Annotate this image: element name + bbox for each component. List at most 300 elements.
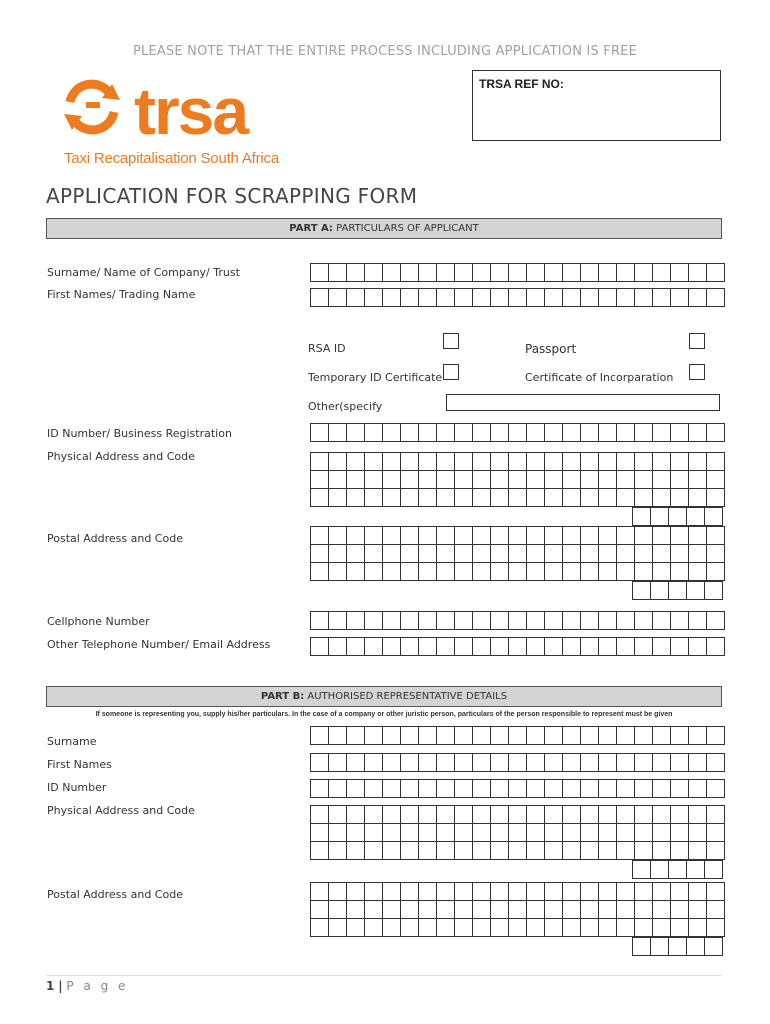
address-char-box[interactable] bbox=[599, 545, 617, 563]
address-char-box[interactable] bbox=[671, 471, 689, 489]
char-box[interactable] bbox=[311, 289, 329, 307]
postal-code-box[interactable] bbox=[651, 508, 669, 526]
address-char-box[interactable] bbox=[437, 883, 455, 901]
char-box[interactable] bbox=[671, 780, 689, 798]
char-box[interactable] bbox=[365, 289, 383, 307]
address-char-box[interactable] bbox=[581, 471, 599, 489]
address-char-box[interactable] bbox=[491, 545, 509, 563]
address-char-box[interactable] bbox=[563, 901, 581, 919]
address-char-box[interactable] bbox=[653, 919, 671, 937]
address-char-box[interactable] bbox=[473, 842, 491, 860]
address-char-box[interactable] bbox=[617, 545, 635, 563]
address-char-box[interactable] bbox=[347, 527, 365, 545]
char-box[interactable] bbox=[329, 264, 347, 282]
rep-postal-address-boxes[interactable] bbox=[310, 882, 725, 956]
char-box[interactable] bbox=[689, 612, 707, 630]
char-box[interactable] bbox=[311, 754, 329, 772]
address-char-box[interactable] bbox=[653, 901, 671, 919]
char-box[interactable] bbox=[311, 638, 329, 656]
address-char-box[interactable] bbox=[545, 489, 563, 507]
char-box[interactable] bbox=[401, 424, 419, 442]
char-box[interactable] bbox=[707, 754, 725, 772]
address-char-box[interactable] bbox=[329, 806, 347, 824]
char-box[interactable] bbox=[329, 754, 347, 772]
address-char-box[interactable] bbox=[671, 919, 689, 937]
address-char-box[interactable] bbox=[635, 545, 653, 563]
address-char-box[interactable] bbox=[491, 919, 509, 937]
char-box[interactable] bbox=[707, 424, 725, 442]
address-char-box[interactable] bbox=[383, 545, 401, 563]
char-box[interactable] bbox=[347, 638, 365, 656]
address-char-box[interactable] bbox=[599, 563, 617, 581]
char-box[interactable] bbox=[365, 754, 383, 772]
char-box[interactable] bbox=[635, 264, 653, 282]
address-char-box[interactable] bbox=[455, 489, 473, 507]
address-char-box[interactable] bbox=[401, 527, 419, 545]
char-box[interactable] bbox=[617, 638, 635, 656]
char-box[interactable] bbox=[401, 612, 419, 630]
postal-code-box[interactable] bbox=[705, 861, 723, 879]
address-char-box[interactable] bbox=[419, 806, 437, 824]
address-char-box[interactable] bbox=[329, 824, 347, 842]
char-box[interactable] bbox=[527, 264, 545, 282]
address-char-box[interactable] bbox=[437, 842, 455, 860]
address-char-box[interactable] bbox=[491, 824, 509, 842]
char-box[interactable] bbox=[581, 612, 599, 630]
address-char-box[interactable] bbox=[581, 806, 599, 824]
address-char-box[interactable] bbox=[527, 489, 545, 507]
address-char-box[interactable] bbox=[419, 901, 437, 919]
char-box[interactable] bbox=[365, 727, 383, 745]
address-char-box[interactable] bbox=[437, 563, 455, 581]
address-char-box[interactable] bbox=[527, 527, 545, 545]
address-char-box[interactable] bbox=[311, 901, 329, 919]
address-char-box[interactable] bbox=[509, 527, 527, 545]
char-box[interactable] bbox=[563, 754, 581, 772]
address-char-box[interactable] bbox=[545, 471, 563, 489]
char-box[interactable] bbox=[509, 612, 527, 630]
address-char-box[interactable] bbox=[329, 883, 347, 901]
char-box[interactable] bbox=[617, 289, 635, 307]
char-box[interactable] bbox=[563, 780, 581, 798]
address-char-box[interactable] bbox=[671, 901, 689, 919]
address-char-box[interactable] bbox=[527, 563, 545, 581]
char-box[interactable] bbox=[653, 612, 671, 630]
address-char-box[interactable] bbox=[635, 842, 653, 860]
address-char-box[interactable] bbox=[491, 453, 509, 471]
address-char-box[interactable] bbox=[365, 824, 383, 842]
address-char-box[interactable] bbox=[491, 901, 509, 919]
char-box[interactable] bbox=[383, 289, 401, 307]
char-box[interactable] bbox=[653, 638, 671, 656]
address-char-box[interactable] bbox=[635, 453, 653, 471]
address-char-box[interactable] bbox=[509, 824, 527, 842]
address-char-box[interactable] bbox=[671, 545, 689, 563]
address-char-box[interactable] bbox=[383, 883, 401, 901]
address-char-box[interactable] bbox=[365, 919, 383, 937]
char-box[interactable] bbox=[635, 638, 653, 656]
address-char-box[interactable] bbox=[671, 453, 689, 471]
char-box[interactable] bbox=[383, 780, 401, 798]
char-box[interactable] bbox=[689, 638, 707, 656]
address-char-box[interactable] bbox=[347, 919, 365, 937]
char-box[interactable] bbox=[527, 424, 545, 442]
address-char-box[interactable] bbox=[581, 527, 599, 545]
char-box[interactable] bbox=[329, 727, 347, 745]
address-char-box[interactable] bbox=[365, 563, 383, 581]
address-char-box[interactable] bbox=[509, 453, 527, 471]
postal-code-box[interactable] bbox=[687, 508, 705, 526]
address-char-box[interactable] bbox=[707, 919, 725, 937]
char-box[interactable] bbox=[347, 612, 365, 630]
char-box[interactable] bbox=[617, 754, 635, 772]
address-char-box[interactable] bbox=[383, 453, 401, 471]
char-box[interactable] bbox=[545, 754, 563, 772]
postal-code-box[interactable] bbox=[651, 582, 669, 600]
address-char-box[interactable] bbox=[455, 842, 473, 860]
address-char-box[interactable] bbox=[707, 527, 725, 545]
char-box[interactable] bbox=[545, 264, 563, 282]
address-char-box[interactable] bbox=[599, 489, 617, 507]
cellphone-boxes[interactable] bbox=[310, 611, 725, 630]
temp-id-checkbox[interactable] bbox=[443, 364, 459, 380]
address-char-box[interactable] bbox=[455, 545, 473, 563]
address-char-box[interactable] bbox=[707, 489, 725, 507]
address-char-box[interactable] bbox=[311, 919, 329, 937]
char-box[interactable] bbox=[563, 638, 581, 656]
address-char-box[interactable] bbox=[401, 901, 419, 919]
address-char-box[interactable] bbox=[527, 806, 545, 824]
passport-checkbox[interactable] bbox=[689, 333, 705, 349]
address-char-box[interactable] bbox=[311, 806, 329, 824]
address-char-box[interactable] bbox=[491, 806, 509, 824]
address-char-box[interactable] bbox=[653, 563, 671, 581]
char-box[interactable] bbox=[581, 727, 599, 745]
address-char-box[interactable] bbox=[437, 527, 455, 545]
address-char-box[interactable] bbox=[545, 919, 563, 937]
address-char-box[interactable] bbox=[509, 471, 527, 489]
address-char-box[interactable] bbox=[329, 842, 347, 860]
address-char-box[interactable] bbox=[707, 824, 725, 842]
address-char-box[interactable] bbox=[491, 471, 509, 489]
postal-code-box[interactable] bbox=[669, 861, 687, 879]
address-char-box[interactable] bbox=[383, 842, 401, 860]
address-char-box[interactable] bbox=[635, 806, 653, 824]
char-box[interactable] bbox=[401, 289, 419, 307]
address-char-box[interactable] bbox=[527, 471, 545, 489]
postal-code-box[interactable] bbox=[633, 582, 651, 600]
address-char-box[interactable] bbox=[329, 919, 347, 937]
address-char-box[interactable] bbox=[689, 563, 707, 581]
address-char-box[interactable] bbox=[419, 453, 437, 471]
address-char-box[interactable] bbox=[671, 527, 689, 545]
char-box[interactable] bbox=[527, 727, 545, 745]
char-box[interactable] bbox=[437, 424, 455, 442]
postal-code-box[interactable] bbox=[633, 938, 651, 956]
address-char-box[interactable] bbox=[635, 824, 653, 842]
address-char-box[interactable] bbox=[311, 563, 329, 581]
address-char-box[interactable] bbox=[491, 842, 509, 860]
address-char-box[interactable] bbox=[401, 471, 419, 489]
address-char-box[interactable] bbox=[383, 489, 401, 507]
char-box[interactable] bbox=[455, 424, 473, 442]
address-char-box[interactable] bbox=[581, 563, 599, 581]
address-char-box[interactable] bbox=[401, 842, 419, 860]
char-box[interactable] bbox=[581, 780, 599, 798]
char-box[interactable] bbox=[581, 754, 599, 772]
char-box[interactable] bbox=[383, 754, 401, 772]
address-char-box[interactable] bbox=[491, 563, 509, 581]
address-char-box[interactable] bbox=[617, 901, 635, 919]
postal-code-box[interactable] bbox=[705, 508, 723, 526]
address-char-box[interactable] bbox=[401, 824, 419, 842]
address-char-box[interactable] bbox=[473, 824, 491, 842]
address-char-box[interactable] bbox=[473, 919, 491, 937]
address-char-box[interactable] bbox=[473, 806, 491, 824]
char-box[interactable] bbox=[455, 638, 473, 656]
address-char-box[interactable] bbox=[635, 489, 653, 507]
char-box[interactable] bbox=[563, 612, 581, 630]
address-char-box[interactable] bbox=[365, 806, 383, 824]
address-char-box[interactable] bbox=[563, 824, 581, 842]
address-char-box[interactable] bbox=[473, 527, 491, 545]
address-char-box[interactable] bbox=[689, 453, 707, 471]
char-box[interactable] bbox=[473, 289, 491, 307]
char-box[interactable] bbox=[671, 727, 689, 745]
address-char-box[interactable] bbox=[455, 563, 473, 581]
address-char-box[interactable] bbox=[545, 453, 563, 471]
address-char-box[interactable] bbox=[563, 806, 581, 824]
address-char-box[interactable] bbox=[455, 806, 473, 824]
address-char-box[interactable] bbox=[329, 901, 347, 919]
char-box[interactable] bbox=[401, 754, 419, 772]
postal-code-box[interactable] bbox=[705, 582, 723, 600]
address-char-box[interactable] bbox=[401, 883, 419, 901]
address-char-box[interactable] bbox=[635, 883, 653, 901]
char-box[interactable] bbox=[383, 264, 401, 282]
char-box[interactable] bbox=[599, 264, 617, 282]
char-box[interactable] bbox=[689, 289, 707, 307]
address-char-box[interactable] bbox=[599, 919, 617, 937]
address-char-box[interactable] bbox=[437, 545, 455, 563]
char-box[interactable] bbox=[509, 638, 527, 656]
char-box[interactable] bbox=[437, 754, 455, 772]
address-char-box[interactable] bbox=[365, 901, 383, 919]
postal-address-boxes[interactable] bbox=[310, 526, 725, 600]
address-char-box[interactable] bbox=[473, 901, 491, 919]
address-char-box[interactable] bbox=[491, 883, 509, 901]
address-char-box[interactable] bbox=[365, 883, 383, 901]
char-box[interactable] bbox=[437, 264, 455, 282]
char-box[interactable] bbox=[581, 638, 599, 656]
char-box[interactable] bbox=[437, 612, 455, 630]
address-char-box[interactable] bbox=[329, 563, 347, 581]
char-box[interactable] bbox=[527, 289, 545, 307]
address-char-box[interactable] bbox=[581, 842, 599, 860]
char-box[interactable] bbox=[707, 780, 725, 798]
address-char-box[interactable] bbox=[383, 806, 401, 824]
char-box[interactable] bbox=[419, 638, 437, 656]
char-box[interactable] bbox=[491, 754, 509, 772]
char-box[interactable] bbox=[545, 780, 563, 798]
address-char-box[interactable] bbox=[329, 453, 347, 471]
char-box[interactable] bbox=[329, 612, 347, 630]
char-box[interactable] bbox=[599, 289, 617, 307]
char-box[interactable] bbox=[599, 727, 617, 745]
address-char-box[interactable] bbox=[545, 527, 563, 545]
char-box[interactable] bbox=[491, 727, 509, 745]
address-char-box[interactable] bbox=[545, 842, 563, 860]
char-box[interactable] bbox=[401, 264, 419, 282]
address-char-box[interactable] bbox=[707, 901, 725, 919]
address-char-box[interactable] bbox=[563, 842, 581, 860]
address-char-box[interactable] bbox=[671, 489, 689, 507]
char-box[interactable] bbox=[419, 424, 437, 442]
address-char-box[interactable] bbox=[419, 471, 437, 489]
char-box[interactable] bbox=[635, 754, 653, 772]
char-box[interactable] bbox=[509, 289, 527, 307]
postal-code-box[interactable] bbox=[687, 861, 705, 879]
address-char-box[interactable] bbox=[311, 471, 329, 489]
char-box[interactable] bbox=[437, 289, 455, 307]
char-box[interactable] bbox=[347, 780, 365, 798]
postal-code-box[interactable] bbox=[669, 508, 687, 526]
address-char-box[interactable] bbox=[581, 545, 599, 563]
address-char-box[interactable] bbox=[527, 824, 545, 842]
address-char-box[interactable] bbox=[455, 919, 473, 937]
address-char-box[interactable] bbox=[401, 919, 419, 937]
address-char-box[interactable] bbox=[671, 563, 689, 581]
address-char-box[interactable] bbox=[491, 489, 509, 507]
char-box[interactable] bbox=[437, 638, 455, 656]
address-char-box[interactable] bbox=[455, 901, 473, 919]
char-box[interactable] bbox=[617, 424, 635, 442]
address-char-box[interactable] bbox=[707, 842, 725, 860]
char-box[interactable] bbox=[329, 289, 347, 307]
address-char-box[interactable] bbox=[419, 824, 437, 842]
char-box[interactable] bbox=[671, 612, 689, 630]
address-char-box[interactable] bbox=[311, 842, 329, 860]
char-box[interactable] bbox=[545, 289, 563, 307]
applicant-first-names-boxes[interactable] bbox=[310, 288, 725, 307]
address-char-box[interactable] bbox=[509, 901, 527, 919]
address-char-box[interactable] bbox=[509, 806, 527, 824]
address-char-box[interactable] bbox=[617, 842, 635, 860]
char-box[interactable] bbox=[509, 424, 527, 442]
address-char-box[interactable] bbox=[509, 563, 527, 581]
char-box[interactable] bbox=[545, 424, 563, 442]
char-box[interactable] bbox=[383, 727, 401, 745]
char-box[interactable] bbox=[419, 289, 437, 307]
address-char-box[interactable] bbox=[527, 883, 545, 901]
char-box[interactable] bbox=[365, 612, 383, 630]
address-char-box[interactable] bbox=[689, 489, 707, 507]
postal-code-box[interactable] bbox=[651, 861, 669, 879]
address-char-box[interactable] bbox=[563, 545, 581, 563]
char-box[interactable] bbox=[581, 424, 599, 442]
address-char-box[interactable] bbox=[347, 883, 365, 901]
char-box[interactable] bbox=[509, 727, 527, 745]
char-box[interactable] bbox=[617, 264, 635, 282]
char-box[interactable] bbox=[581, 289, 599, 307]
address-char-box[interactable] bbox=[311, 453, 329, 471]
char-box[interactable] bbox=[527, 780, 545, 798]
char-box[interactable] bbox=[635, 780, 653, 798]
char-box[interactable] bbox=[455, 612, 473, 630]
address-char-box[interactable] bbox=[689, 824, 707, 842]
char-box[interactable] bbox=[635, 289, 653, 307]
address-char-box[interactable] bbox=[545, 883, 563, 901]
char-box[interactable] bbox=[419, 612, 437, 630]
address-char-box[interactable] bbox=[419, 919, 437, 937]
char-box[interactable] bbox=[671, 289, 689, 307]
address-char-box[interactable] bbox=[599, 842, 617, 860]
char-box[interactable] bbox=[491, 424, 509, 442]
rep-physical-address-boxes[interactable] bbox=[310, 805, 725, 879]
incorporation-checkbox[interactable] bbox=[689, 364, 705, 380]
address-char-box[interactable] bbox=[617, 806, 635, 824]
char-box[interactable] bbox=[419, 780, 437, 798]
address-char-box[interactable] bbox=[599, 806, 617, 824]
address-char-box[interactable] bbox=[599, 453, 617, 471]
postal-code-box[interactable] bbox=[669, 582, 687, 600]
address-char-box[interactable] bbox=[617, 919, 635, 937]
char-box[interactable] bbox=[347, 289, 365, 307]
char-box[interactable] bbox=[563, 289, 581, 307]
address-char-box[interactable] bbox=[563, 489, 581, 507]
address-char-box[interactable] bbox=[329, 489, 347, 507]
char-box[interactable] bbox=[635, 612, 653, 630]
address-char-box[interactable] bbox=[329, 545, 347, 563]
address-char-box[interactable] bbox=[455, 471, 473, 489]
address-char-box[interactable] bbox=[581, 919, 599, 937]
char-box[interactable] bbox=[707, 727, 725, 745]
address-char-box[interactable] bbox=[581, 824, 599, 842]
char-box[interactable] bbox=[509, 754, 527, 772]
address-char-box[interactable] bbox=[653, 806, 671, 824]
address-char-box[interactable] bbox=[437, 901, 455, 919]
char-box[interactable] bbox=[401, 727, 419, 745]
address-char-box[interactable] bbox=[419, 563, 437, 581]
address-char-box[interactable] bbox=[599, 527, 617, 545]
char-box[interactable] bbox=[671, 264, 689, 282]
address-char-box[interactable] bbox=[509, 883, 527, 901]
rsa-id-checkbox[interactable] bbox=[443, 333, 459, 349]
address-char-box[interactable] bbox=[401, 563, 419, 581]
address-char-box[interactable] bbox=[707, 806, 725, 824]
char-box[interactable] bbox=[545, 727, 563, 745]
char-box[interactable] bbox=[599, 612, 617, 630]
rep-first-names-boxes[interactable] bbox=[310, 753, 725, 772]
address-char-box[interactable] bbox=[653, 527, 671, 545]
char-box[interactable] bbox=[707, 638, 725, 656]
address-char-box[interactable] bbox=[635, 527, 653, 545]
address-char-box[interactable] bbox=[455, 453, 473, 471]
char-box[interactable] bbox=[635, 727, 653, 745]
address-char-box[interactable] bbox=[563, 527, 581, 545]
address-char-box[interactable] bbox=[347, 471, 365, 489]
address-char-box[interactable] bbox=[383, 527, 401, 545]
address-char-box[interactable] bbox=[365, 453, 383, 471]
char-box[interactable] bbox=[491, 780, 509, 798]
address-char-box[interactable] bbox=[365, 545, 383, 563]
address-char-box[interactable] bbox=[563, 919, 581, 937]
char-box[interactable] bbox=[563, 424, 581, 442]
char-box[interactable] bbox=[347, 264, 365, 282]
char-box[interactable] bbox=[491, 289, 509, 307]
char-box[interactable] bbox=[347, 727, 365, 745]
address-char-box[interactable] bbox=[581, 489, 599, 507]
